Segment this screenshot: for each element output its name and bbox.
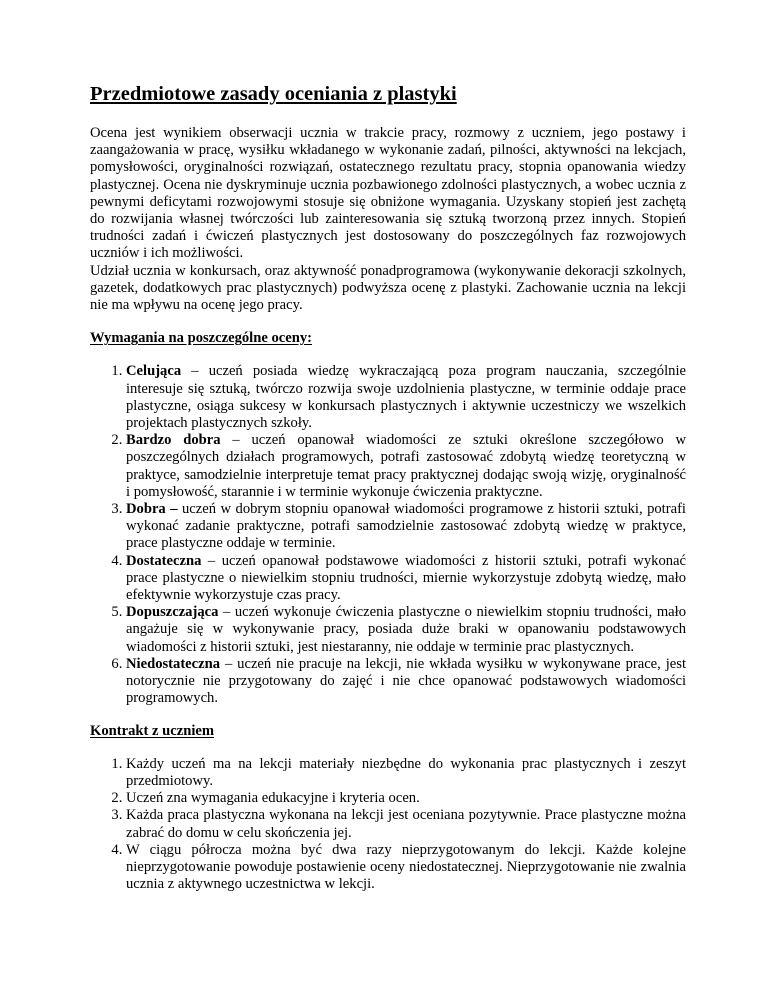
grade-term: Bardzo dobra (126, 432, 221, 449)
contract-item: 4. W ciągu półrocza można być dwa razy nieprzygotowanym do lekcji. Każde kolejne nieprzygotowanie powoduje postawienie oceny niedostatecznej. Nieprzygotowanie nie zwalnia ucznia z aktywnego uczestnictwa w lekcji. (126, 842, 686, 894)
grade-description: uczeń w dobrym stopniu opanował wiadomości programowe z historii sztuki, potrafi wykonać zadanie praktyczne, potrafi samodzielnie zastosować zdobytą wiedzę w praktyce, prace plastyczne oddaje w terminie. (126, 501, 686, 552)
grade-description: – uczeń opanował wiadomości ze sztuki określone szczegółowo w poszczególnych działach programowych, potrafi zastosować zdobytą wiedzę teoretyczną w praktyce, samodzielnie interpretuje temat pracy praktycznej dodając swoją wizję, oryginalność i pomysłowość, starannie i w terminie wykonuje ćwiczenia praktyczne. (126, 432, 686, 500)
grade-item (126, 363, 686, 432)
contract-item: 1. Każdy uczeń ma na lekcji materiały niezbędne do wykonania prac plastycznych i zeszyt przedmiotowy. (126, 756, 686, 790)
document-page (90, 82, 686, 893)
grade-description: – uczeń wykonuje ćwiczenia plastyczne o niewielkim stopniu trudności, mało angażuje się w wykonywanie pracy, posiada duże braki w opanowaniu podstawowych wiadomości z historii sztuki, jest niestaranny, nie oddaje w terminie prac plastycznych. (126, 604, 686, 655)
grade-description: – uczeń posiada wiedzę wykraczającą poza program nauczania, szczególnie interesuje się sztuką, twórczo rozwija swoje uzdolnienia plastyczne, w terminie oddaje prace plastyczne, osiąga sukcesy w konkursach plastycznych i aktywnie uczestniczy we wszelkich projektach plastycznych szkoły. (126, 363, 686, 432)
grade-term: Dostateczna (126, 552, 202, 569)
grade-term: Dobra – (126, 501, 178, 518)
grade-item (126, 501, 686, 553)
contract-item: 2. Uczeń zna wymagania edukacyjne i kryteria ocen. (126, 790, 686, 807)
intro-paragraph: Ocena jest wynikiem obserwacji ucznia w trakcie pracy, rozmowy z uczniem, jego postawy i zaangażowania w pracę, wysiłku wkładanego w wykonanie zadań, pilności, aktywności na lekcjach, pomysłowości, oryginalności rozwiązań, ostatecznego rezultatu pracy, stopnia opanowania wiedzy plastycznej. Ocena nie dyskryminuje ucznia pozbawionego zdolności plastycznych, a wobec ucznia z pewnymi deficytami rozwojowymi stosuje się obniżone wymagania. Uzyskany stopień jest zachętą do rozwijania własnej twórczości lub zainteresowania się sztuką tworzoną przez innych. Stopień trudności zadań i ćwiczeń plastycznych jest dostosowany do poszczególnych faz rozwojowych uczniów i ich możliwości. (90, 125, 686, 262)
grade-item (126, 656, 686, 708)
grade-description: – uczeń opanował podstawowe wiadomości z historii sztuki, potrafi wykonać prace plastyczne o niewielkim stopniu trudności, miernie wykorzystuje zdobytą wiedzę, mało efektywnie wykorzystuje czas pracy. (126, 552, 686, 604)
grade-item (126, 553, 686, 605)
grade-item (126, 604, 686, 656)
grade-term: Celująca (126, 363, 182, 380)
grade-term: Dopuszczająca (126, 604, 219, 621)
contract-heading: Kontrakt z uczniem (90, 722, 215, 739)
intro-paragraph: Udział ucznia w konkursach, oraz aktywność ponadprogramowa (wykonywanie dekoracji szkolnych, gazetek, dodatkowych prac plastycznych) podwyższa ocenę z plastyki. Zachowanie ucznia na lekcji nie ma wpływu na ocenę jego pracy. (90, 262, 686, 314)
contract-item: 3. Każda praca plastyczna wykonana na lekcji jest oceniana pozytywnie. Prace plastyczne można zabrać do domu w celu skończenia jej. (126, 807, 686, 841)
contract-list (90, 756, 686, 894)
grade-item (126, 432, 686, 501)
document-title: Przedmiotowe zasady oceniania z plastyki (90, 83, 457, 105)
grade-term: Niedostateczna (126, 655, 221, 672)
requirements-list (90, 363, 686, 707)
requirements-heading: Wymagania na poszczególne oceny: (90, 330, 312, 347)
grade-description: – uczeń nie pracuje na lekcji, nie wkłada wysiłku w wykonywane prace, jest notorycznie nie przygotowany do zajęć i nie chce opanować podstawowych wiadomości programowych. (126, 655, 686, 707)
